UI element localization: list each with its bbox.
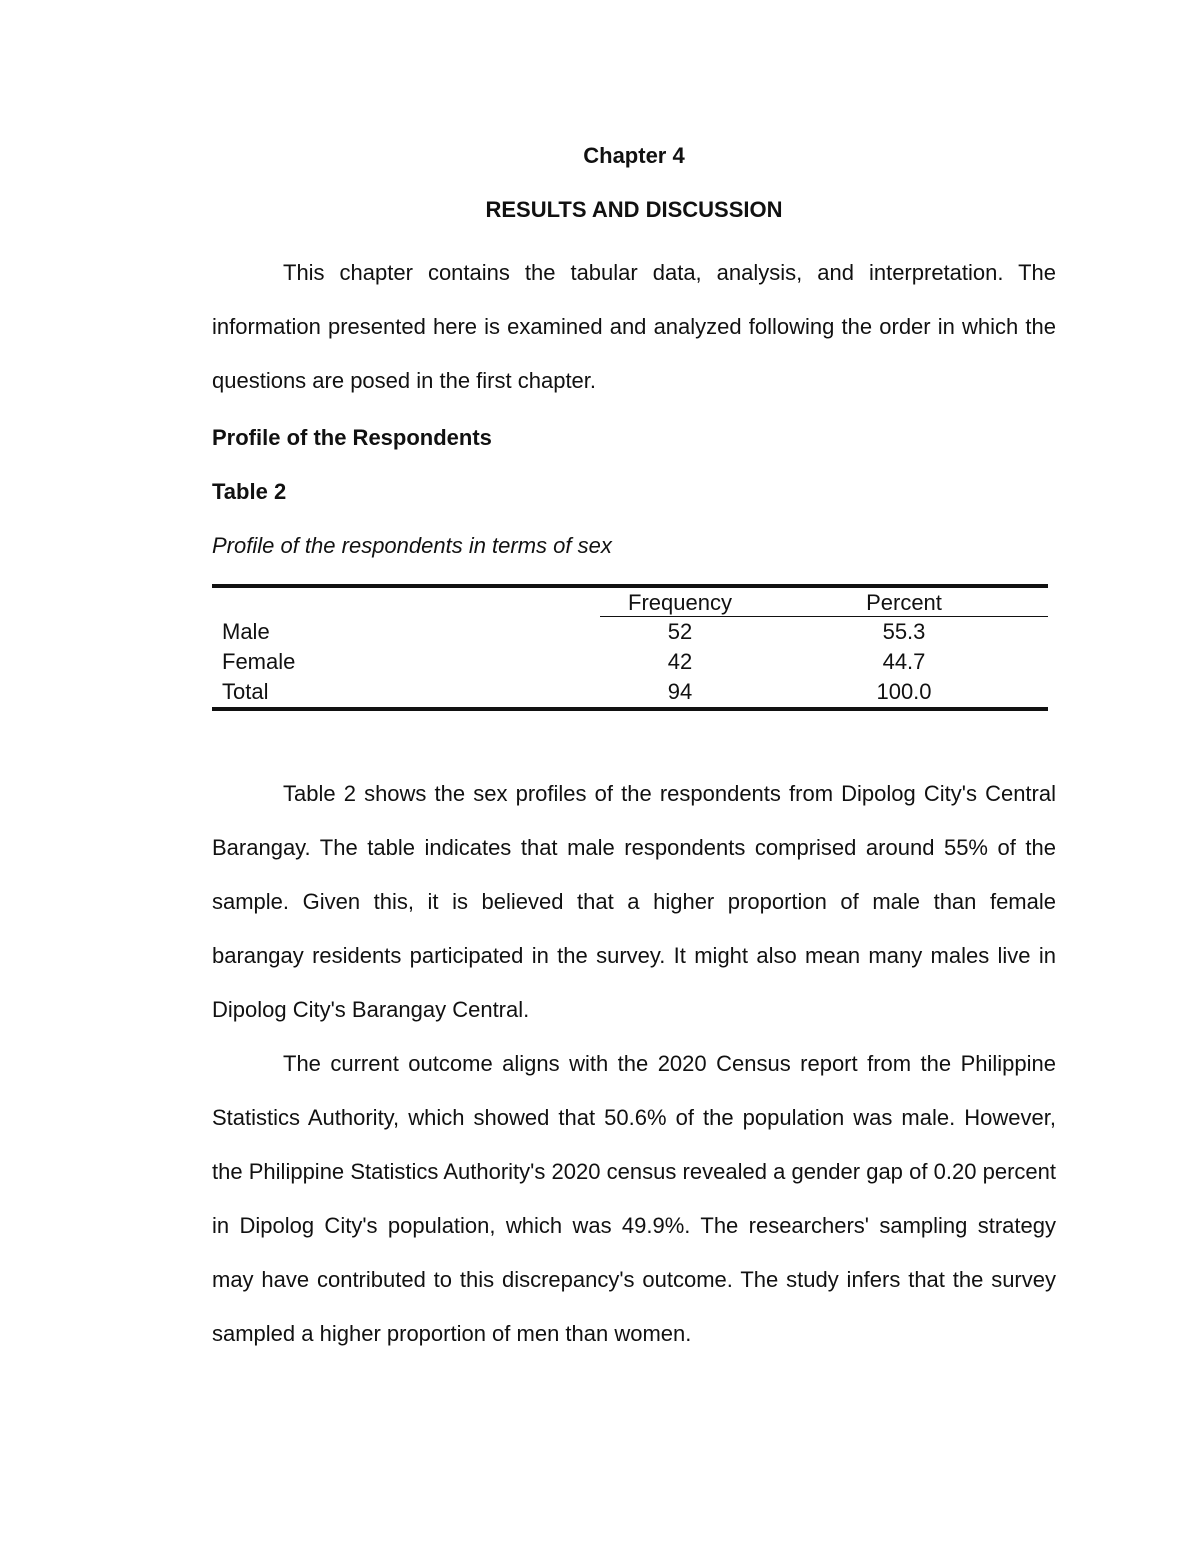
row-percent: 44.7 bbox=[882, 649, 926, 674]
table-row bbox=[212, 677, 1048, 709]
row-label: Female bbox=[222, 649, 296, 674]
row-percent: 100.0 bbox=[876, 679, 932, 704]
table-row bbox=[212, 647, 1048, 677]
table-caption: Profile of the respondents in terms of sex bbox=[212, 533, 612, 558]
section-heading: Profile of the Respondents bbox=[212, 425, 492, 450]
row-percent: 55.3 bbox=[882, 619, 926, 644]
profile-table bbox=[212, 584, 1048, 711]
row-frequency: 52 bbox=[667, 619, 693, 644]
row-label: Male bbox=[222, 618, 270, 644]
table-row bbox=[212, 617, 1048, 648]
discussion-paragraph: The current outcome aligns with the 2020 Census report from the Philippine Statistics Authority, which showed that 50.6% of the population was male. However, the Philippine Statistics Authority's 2020 census revealed a gender gap of 0.20 percent in Dipolog City's population, which was 49.9%. The researchers' sampling strategy may have contributed to this discrepancy's outcome. The study infers that the survey sampled a higher proportion of men than women. bbox=[212, 1051, 1056, 1346]
row-frequency: 94 bbox=[667, 679, 693, 704]
chapter-number: Chapter 4 bbox=[583, 143, 685, 168]
table-header-percent: Percent bbox=[760, 586, 1048, 617]
discussion-paragraph: Table 2 shows the sex profiles of the respondents from Dipolog City's Central Barangay. The table indicates that male respondents comprised around 55% of the sample. Given this, it is believed that a higher proportion of male than female barangay residents participated in the survey. It might also mean many males live in Dipolog City's Barangay Central. bbox=[212, 781, 1056, 1022]
table-header-row bbox=[212, 586, 1048, 617]
row-label: Total bbox=[222, 679, 269, 704]
table-header-blank bbox=[212, 586, 600, 617]
page-content bbox=[212, 138, 1056, 1361]
chapter-title: RESULTS AND DISCUSSION bbox=[485, 197, 783, 222]
row-frequency: 42 bbox=[667, 649, 693, 674]
intro-paragraph: This chapter contains the tabular data, analysis, and interpretation. The information presented here is examined and analyzed following the order in which the questions are posed in the first chapter. bbox=[212, 260, 1056, 393]
table-header-frequency: Frequency bbox=[600, 586, 760, 617]
table-label: Table 2 bbox=[212, 479, 287, 504]
